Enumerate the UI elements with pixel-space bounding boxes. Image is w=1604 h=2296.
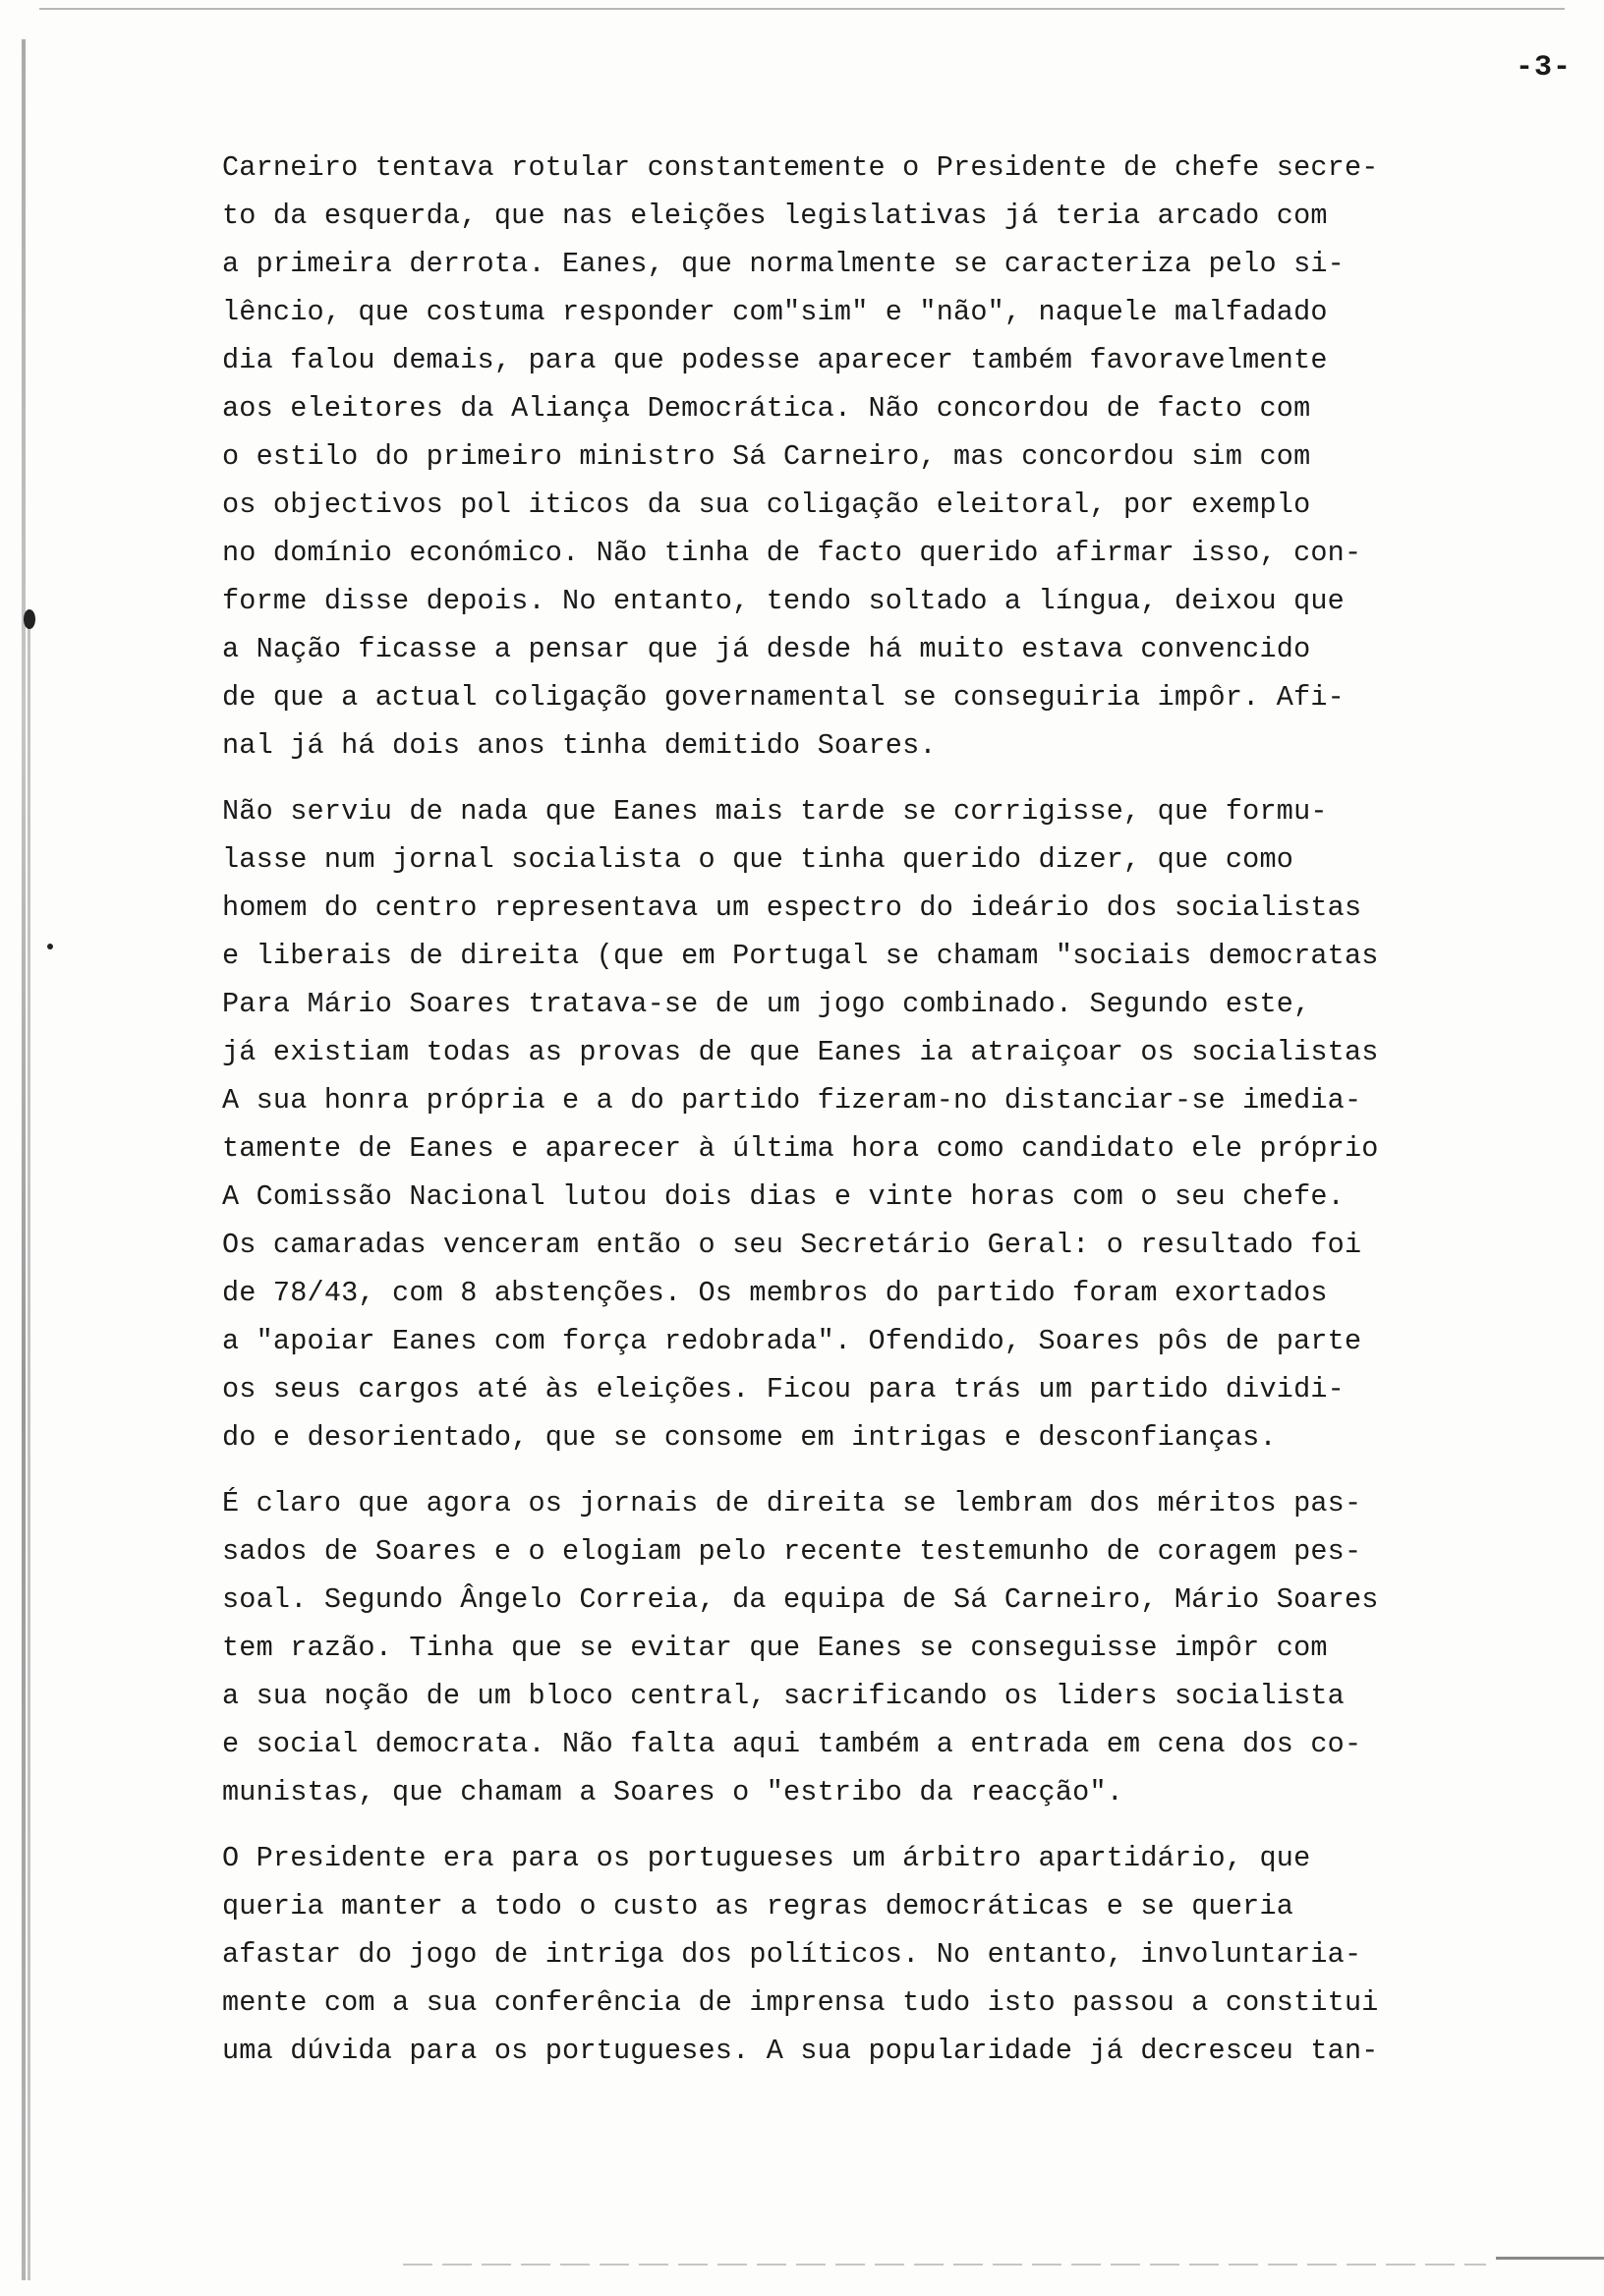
text-line: no domínio económico. Não tinha de facto querido afirmar isso, con- (222, 537, 1362, 569)
left-binding-shadow (28, 609, 30, 2280)
text-line: É claro que agora os jornais de direita se lembram dos méritos pas- (222, 1487, 1362, 1520)
text-line: tem razão. Tinha que se evitar que Eanes se conseguisse impôr com (222, 1632, 1328, 1664)
text-line: o estilo do primeiro ministro Sá Carneiro, mas concordou sim com (222, 440, 1311, 473)
text-line: os objectivos pol iticos da sua coligação eleitoral, por exemplo (222, 488, 1311, 521)
text-line: homem do centro representava um espectro do ideário dos socialistas (222, 891, 1362, 924)
text-line: Carneiro tentava rotular constantemente o Presidente de chefe secre- (222, 151, 1379, 184)
text-line: os seus cargos até às eleições. Ficou para trás um partido dividi- (222, 1373, 1345, 1406)
text-line: de 78/43, com 8 abstenções. Os membros do partido foram exortados (222, 1277, 1328, 1309)
bottom-dotted-line (403, 2264, 1486, 2266)
text-line: Não serviu de nada que Eanes mais tarde se corrigisse, que formu- (222, 795, 1328, 828)
text-line: to da esquerda, que nas eleições legislativas já teria arcado com (222, 200, 1328, 232)
text-line: munistas, que chamam a Soares o "estribo da reacção". (222, 1776, 1124, 1808)
paragraph (222, 1834, 1598, 2075)
left-binding-edge (22, 39, 26, 2280)
text-line: Os camaradas venceram então o seu Secretário Geral: o resultado foi (222, 1229, 1362, 1261)
text-line: e social democrata. Não falta aqui também a entrada em cena dos co- (222, 1728, 1362, 1760)
text-line: Para Mário Soares tratava-se de um jogo combinado. Segundo este, (222, 988, 1311, 1020)
top-edge-line (39, 8, 1565, 10)
text-line: queria manter a todo o custo as regras democráticas e se queria (222, 1890, 1294, 1923)
text-line: do e desorientado, que se consome em intrigas e desconfianças. (222, 1421, 1277, 1454)
text-line: nal já há dois anos tinha demitido Soares. (222, 729, 937, 762)
ink-dot (47, 944, 53, 949)
text-line: lasse num jornal socialista o que tinha querido dizer, que como (222, 843, 1294, 876)
bottom-edge-line (1496, 2257, 1604, 2260)
paragraph (222, 1479, 1598, 1816)
paragraph-gap (222, 1462, 1598, 1479)
text-line: mente com a sua conferência de imprensa tudo isto passou a constitui (222, 1986, 1379, 2019)
paragraph-gap (222, 1816, 1598, 1834)
text-line: e liberais de direita (que em Portugal se chamam "sociais democratas (222, 940, 1379, 972)
text-line: a primeira derrota. Eanes, que normalmente se caracteriza pelo si- (222, 248, 1345, 280)
document-body (222, 144, 1598, 2075)
text-line: uma dúvida para os portugueses. A sua popularidade já decresceu tan- (222, 2035, 1379, 2067)
text-line: aos eleitores da Aliança Democrática. Não concordou de facto com (222, 392, 1311, 425)
text-line: O Presidente era para os portugueses um árbitro apartidário, que (222, 1842, 1311, 1874)
page-number: -3- (1516, 51, 1573, 85)
text-line: a sua noção de um bloco central, sacrificando os liders socialista (222, 1680, 1345, 1712)
paragraph (222, 144, 1598, 770)
text-line: a Nação ficasse a pensar que já desde há muito estava convencido (222, 633, 1311, 665)
text-line: de que a actual coligação governamental se conseguiria impôr. Afi- (222, 681, 1345, 714)
text-line: forme disse depois. No entanto, tendo soltado a língua, deixou que (222, 585, 1345, 617)
text-line: A sua honra própria e a do partido fizeram-no distanciar-se imedia- (222, 1084, 1362, 1117)
text-line: lêncio, que costuma responder com"sim" e "não", naquele malfadado (222, 296, 1328, 328)
text-line: afastar do jogo de intriga dos políticos. No entanto, involuntaria- (222, 1938, 1362, 1971)
text-line: já existiam todas as provas de que Eanes ia atraiçoar os socialistas (222, 1036, 1379, 1068)
text-line: sados de Soares e o elogiam pelo recente testemunho de coragem pes- (222, 1535, 1362, 1568)
text-line: tamente de Eanes e aparecer à última hora como candidato ele próprio (222, 1132, 1379, 1165)
ink-mark (24, 609, 35, 629)
paragraph-gap (222, 770, 1598, 787)
text-line: soal. Segundo Ângelo Correia, da equipa de Sá Carneiro, Mário Soares (222, 1583, 1379, 1616)
text-line: A Comissão Nacional lutou dois dias e vinte horas com o seu chefe. (222, 1180, 1345, 1213)
text-line: a "apoiar Eanes com força redobrada". Ofendido, Soares pôs de parte (222, 1325, 1362, 1357)
paragraph (222, 787, 1598, 1462)
text-line: dia falou demais, para que podesse aparecer também favoravelmente (222, 344, 1328, 376)
